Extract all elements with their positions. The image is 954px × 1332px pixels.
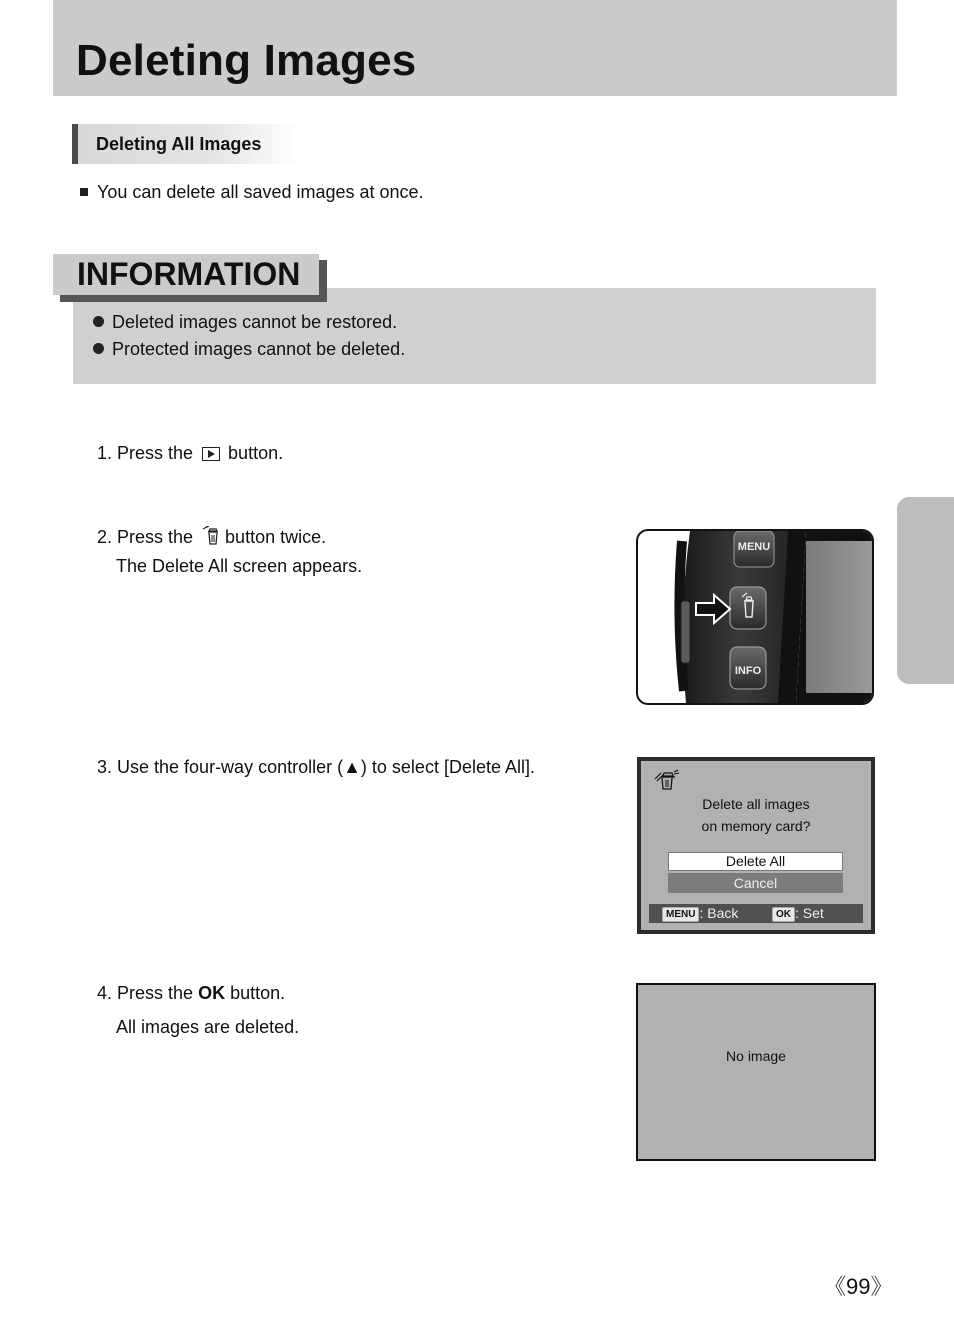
section-heading: Deleting All Images — [96, 134, 262, 154]
cancel-option[interactable]: Cancel — [668, 873, 843, 893]
set-key-guide: OK : Set — [772, 905, 824, 922]
no-image-message: No image — [726, 1048, 786, 1064]
step-2: 2. Press the button twice. The Delete All screen appears. — [97, 527, 363, 576]
delete-button-icon — [201, 526, 219, 553]
intro-label: You can delete all saved images at once. — [97, 182, 424, 202]
square-bullet-icon — [80, 188, 88, 196]
step-3: 3. Use the four-way controller (▲) to select [Delete All]. — [97, 757, 535, 777]
play-button-icon — [202, 447, 220, 461]
lcd-prompt-line-1: Delete all images — [702, 796, 810, 812]
step-4: 4. Press the OK button. All images are deleted. — [97, 983, 300, 1037]
svg-text:MENU: MENU — [737, 541, 771, 553]
intro-text — [80, 182, 424, 203]
ok-key-icon: OK — [772, 907, 795, 922]
back-key-guide: MENU : Back — [662, 905, 738, 922]
camera-buttons-drawing — [638, 531, 872, 703]
camera-illustration — [636, 529, 874, 705]
page-title: Deleting Images — [76, 36, 417, 85]
information-item: Deleted images cannot be restored. — [93, 312, 397, 333]
lcd-no-image-screen — [636, 983, 876, 1161]
step-1: 1. Press the button. — [97, 443, 284, 463]
information-item: Protected images cannot be deleted. — [93, 339, 405, 360]
bullet-icon — [93, 343, 104, 354]
information-title: INFORMATION — [77, 256, 301, 292]
information-box — [73, 288, 876, 384]
page-number: 《99》 — [824, 1274, 893, 1299]
delete-all-icon — [652, 769, 680, 796]
svg-text:INFO: INFO — [734, 665, 762, 677]
chapter-side-tab — [897, 497, 954, 684]
lcd-prompt-line-2: on memory card? — [701, 818, 811, 834]
menu-key-icon: MENU — [662, 907, 699, 922]
bullet-icon — [93, 316, 104, 327]
delete-all-option[interactable]: Delete All — [668, 852, 843, 871]
